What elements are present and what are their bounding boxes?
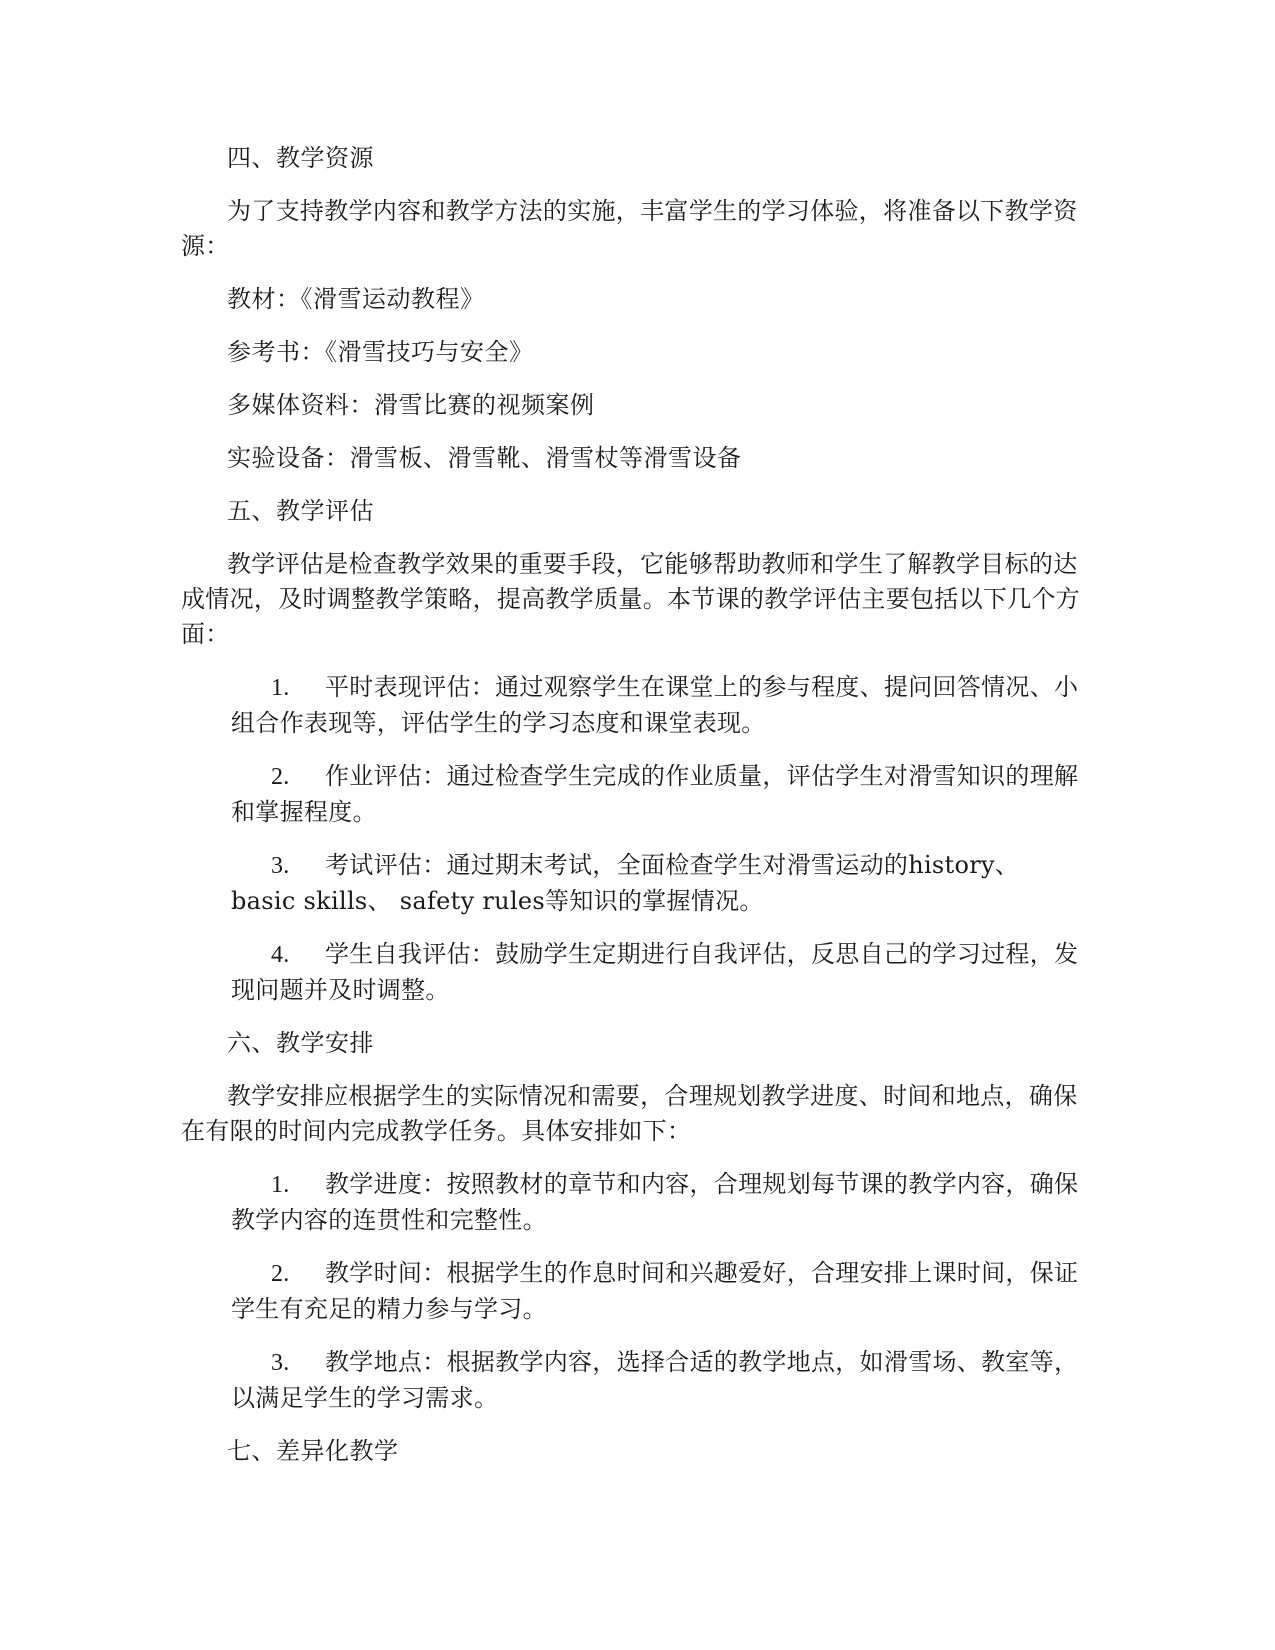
- list-number: 1.: [271, 1172, 290, 1198]
- list-item: [181, 1167, 1081, 1238]
- list-number: 4.: [271, 942, 290, 968]
- list-text: 学生自我评估：鼓励学生定期进行自我评估，反思自己的学习过程，发现问题并及时调整。: [231, 940, 1079, 1004]
- list-item: [181, 670, 1081, 741]
- list-text: 平时表现评估：通过观察学生在课堂上的参与程度、提问回答情况、小组合作表现等，评估学生的学习态度和课堂表现。: [231, 673, 1079, 737]
- resource-textbook: 教材：《滑雪运动教程》: [227, 285, 485, 313]
- list-item: [181, 759, 1081, 830]
- schedule-intro: 教学安排应根据学生的实际情况和需要，合理规划教学进度、时间和地点，确保在有限的时间内完成教学任务。具体安排如下：: [181, 1082, 1078, 1145]
- resource-reference-book: 参考书：《滑雪技巧与安全》: [227, 338, 534, 366]
- list-number: 2.: [271, 1261, 290, 1287]
- list-item: [181, 1345, 1081, 1416]
- section-heading-assessment: 五、教学评估: [227, 497, 374, 525]
- list-text: 教学进度：按照教材的章节和内容，合理规划每节课的教学内容，确保教学内容的连贯性和完整性。: [231, 1170, 1079, 1234]
- section-heading-schedule: 六、教学安排: [227, 1029, 374, 1057]
- section-heading-differentiated: 七、差异化教学: [227, 1437, 399, 1465]
- document-page: [181, 141, 1081, 1487]
- list-text: 作业评估：通过检查学生完成的作业质量，评估学生对滑雪知识的理解和掌握程度。: [231, 762, 1079, 826]
- resource-equipment: 实验设备：滑雪板、滑雪靴、滑雪杖等滑雪设备: [227, 444, 742, 472]
- list-item: [181, 1256, 1081, 1327]
- list-number: 3.: [271, 853, 290, 879]
- assessment-intro: 教学评估是检查教学效果的重要手段，它能够帮助教师和学生了解教学目标的达成情况，及时调整教学策略，提高教学质量。本节课的教学评估主要包括以下几个方面：: [181, 550, 1081, 648]
- list-text: 教学时间：根据学生的作息时间和兴趣爱好，合理安排上课时间，保证学生有充足的精力参与学习。: [231, 1259, 1079, 1323]
- resource-multimedia: 多媒体资料：滑雪比赛的视频案例: [227, 391, 595, 419]
- list-number: 2.: [271, 764, 290, 790]
- section-heading-resources: 四、教学资源: [227, 144, 374, 172]
- list-text: 教学地点：根据教学内容，选择合适的教学地点，如滑雪场、教室等，以满足学生的学习需求。: [231, 1348, 1079, 1412]
- list-number: 3.: [271, 1350, 290, 1376]
- list-item: [181, 848, 1081, 919]
- resources-intro: 为了支持教学内容和教学方法的实施，丰富学生的学习体验，将准备以下教学资源：: [181, 197, 1078, 260]
- list-item: [181, 937, 1081, 1008]
- list-text: 考试评估：通过期末考试，全面检查学生对滑雪运动的history、basic skills、 safety rules等知识的掌握情况。: [231, 851, 1020, 915]
- list-number: 1.: [271, 675, 290, 701]
